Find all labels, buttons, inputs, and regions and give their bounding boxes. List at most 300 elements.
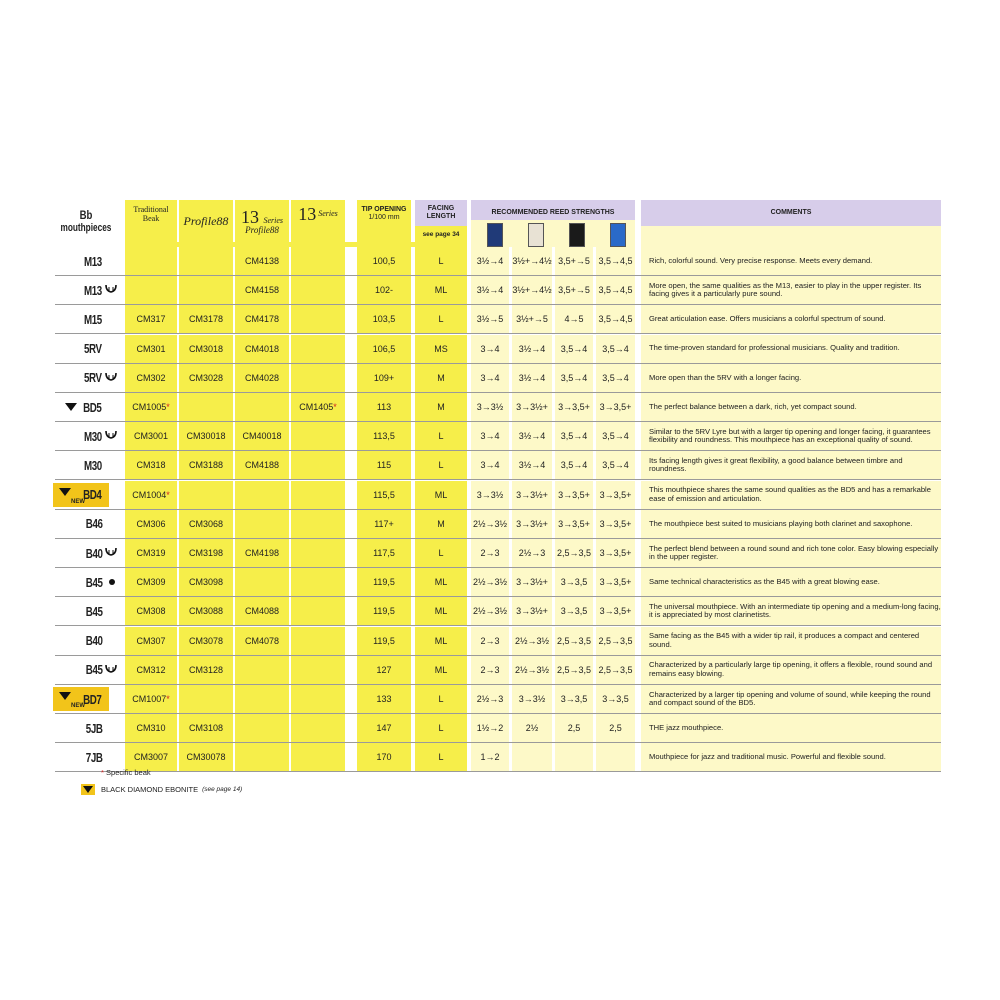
r2-cell (512, 627, 552, 655)
r1-cell (471, 247, 509, 275)
mouthpiece-name: M30 (84, 428, 103, 444)
r3-value: 2,5→3,5 (556, 635, 592, 646)
s13p-value: CM4188 (244, 460, 280, 471)
r2-cell (512, 305, 552, 333)
s13-cell (291, 481, 345, 509)
tip-cell (357, 305, 411, 333)
tip-cell (357, 247, 411, 275)
trad-cell (125, 539, 177, 567)
p88-value: CM3098 (188, 577, 224, 588)
p88-value: CM3078 (188, 635, 224, 646)
s13p-cell (235, 364, 289, 392)
tip-cell (357, 743, 411, 771)
r1-cell (471, 656, 509, 684)
mouthpiece-name: M13 (84, 282, 103, 298)
r2-cell (512, 597, 552, 625)
comment-text: Its facing length gives it great flexibility, a good balance between timbre and roundness. (649, 455, 903, 474)
s13p-cell (235, 393, 289, 421)
r4-cell (596, 743, 635, 771)
r4-value: 3→3,5+ (599, 577, 632, 588)
r1-cell (471, 597, 509, 625)
footer-star-note (101, 768, 151, 777)
table-row (55, 743, 941, 771)
r1-cell (471, 364, 509, 392)
r4-cell (596, 539, 635, 567)
reed-box-v12-icon (528, 223, 544, 247)
s13-cell (291, 510, 345, 538)
facing-cell (415, 422, 467, 450)
facing-cell (415, 656, 467, 684)
mouthpiece-name-cell (55, 597, 119, 625)
mouthpiece-name: B40 (85, 633, 103, 649)
tip-cell (357, 627, 411, 655)
trad-value: CM319 (136, 548, 166, 558)
r2-cell (512, 714, 552, 742)
r2-cell (512, 247, 552, 275)
header-comments-label: COMMENTS (770, 209, 812, 216)
r3-value: 3,5→4 (560, 460, 588, 471)
header-13series-profile88-series: Series (263, 216, 283, 225)
r1-value: 2→3 (480, 548, 500, 558)
facing-cell (415, 335, 467, 363)
tip-value: 103,5 (372, 314, 396, 325)
p88-cell (179, 451, 233, 479)
s13-cell (291, 451, 345, 479)
trad-value: CM310 (136, 723, 166, 734)
r4-cell (596, 510, 635, 538)
facing-cell (415, 568, 467, 596)
trad-cell (125, 568, 177, 596)
tip-cell (357, 597, 411, 625)
facing-value: ML (434, 285, 448, 296)
tip-value: 119,5 (373, 577, 395, 588)
header-facing-line1: FACING (427, 205, 455, 212)
trad-cell (125, 597, 177, 625)
facing-value: ML (434, 606, 448, 617)
tip-cell (357, 364, 411, 392)
s13-cell (291, 305, 345, 333)
reed-box-traditional-icon (487, 223, 503, 247)
tip-cell (357, 422, 411, 450)
trad-cell (125, 335, 177, 363)
s13-cell (291, 656, 345, 684)
tip-value: 115 (376, 460, 392, 471)
s13p-cell (235, 568, 289, 596)
r1-value: 2½→3½ (472, 606, 508, 617)
facing-cell (415, 481, 467, 509)
s13-cell (291, 597, 345, 625)
r1-value: 3½→4 (476, 285, 504, 296)
r1-value: 1½→2 (476, 723, 504, 734)
r2-value: 3→3½+ (516, 489, 548, 500)
s13-value: CM1405 (299, 402, 334, 412)
tip-cell (357, 335, 411, 363)
r1-cell (471, 422, 509, 450)
r1-value: 2½→3 (476, 694, 504, 704)
table-row (55, 714, 941, 742)
header-traditional-line1: Traditional (133, 205, 169, 214)
table-row (55, 685, 941, 713)
header-13series-number: 13 (298, 204, 317, 224)
tip-value: 170 (376, 752, 392, 763)
tip-value: 113 (376, 402, 392, 412)
r2-value: 3½→4 (518, 372, 546, 383)
r1-cell (471, 627, 509, 655)
r3-value: 2,5 (567, 723, 581, 734)
r2-value: 3→3½ (518, 694, 546, 704)
s13p-value: CM4078 (244, 635, 280, 646)
row-divider (55, 771, 941, 772)
r2-cell (512, 539, 552, 567)
trad-value: CM301 (136, 343, 166, 354)
comment-cell (641, 685, 941, 713)
comment-text: Similar to the 5RV Lyre but with a larger tip opening and longer facing, it guarantees flexibility and roundness. This mouthpiece has an exceptional quality of sound. (649, 426, 931, 445)
table-row (55, 393, 941, 421)
facing-cell (415, 305, 467, 333)
facing-value: L (438, 256, 444, 266)
facing-value: MS (434, 343, 448, 354)
p88-cell (179, 510, 233, 538)
r4-cell (596, 451, 635, 479)
mouthpiece-name: B45 (85, 574, 103, 590)
facing-cell (415, 685, 467, 713)
r3-cell (555, 627, 593, 655)
trad-value: CM3007 (133, 752, 169, 763)
header-facing (415, 200, 467, 226)
r3-cell (555, 539, 593, 567)
mouthpiece-name-cell (55, 714, 119, 742)
p88-value: CM3108 (188, 723, 224, 734)
table-row (55, 510, 941, 538)
p88-cell (179, 276, 233, 304)
trad-value: CM307 (136, 635, 166, 646)
r2-value: 2½→3 (518, 548, 546, 558)
r4-cell (596, 247, 635, 275)
r2-value: 3→3½+ (516, 518, 548, 529)
r3-value: 3→3,5+ (558, 402, 590, 412)
s13-cell (291, 422, 345, 450)
mouthpiece-name-cell (55, 422, 119, 450)
tip-value: 119,5 (373, 635, 395, 646)
s13p-value: CM4158 (244, 285, 280, 296)
r4-value: 3→3,5 (602, 694, 629, 704)
p88-cell (179, 393, 233, 421)
new-badge-label: NEW (71, 498, 85, 505)
r4-cell (596, 276, 635, 304)
r2-cell (512, 481, 552, 509)
trad-cell (125, 627, 177, 655)
footer-ebonite-ref: (see page 14) (202, 786, 243, 793)
s13p-cell (235, 305, 289, 333)
s13-cell (291, 568, 345, 596)
specific-beak-star: * (166, 489, 170, 500)
trad-cell (125, 393, 177, 421)
p88-value: CM3028 (188, 372, 224, 383)
r2-value: 2½ (525, 723, 539, 734)
comment-text: THE jazz mouthpiece. (649, 722, 724, 732)
footer-star-note-text: Specific beak (106, 768, 151, 777)
header-traditional-line2: Beak (142, 214, 160, 223)
trad-value: CM309 (136, 577, 166, 588)
facing-cell (415, 597, 467, 625)
mouthpiece-name-cell (55, 247, 119, 275)
facing-cell (415, 627, 467, 655)
s13-cell (291, 335, 345, 363)
facing-cell (415, 743, 467, 771)
facing-cell (415, 714, 467, 742)
r3-cell (555, 685, 593, 713)
p88-value: CM3018 (188, 343, 224, 354)
header-facing-note: see page 34 (422, 230, 460, 238)
r2-cell (512, 656, 552, 684)
p88-cell (179, 627, 233, 655)
p88-value: CM3188 (188, 460, 224, 471)
table-row (55, 335, 941, 363)
p88-cell (179, 305, 233, 333)
r2-value: 3½→4 (518, 431, 546, 442)
r3-value: 3→3,5 (560, 694, 588, 704)
table-row (55, 568, 941, 596)
mouthpiece-name: B40 (85, 545, 103, 561)
header-facing-note-cell (415, 226, 467, 242)
r1-cell (471, 481, 509, 509)
facing-value: L (438, 460, 444, 471)
p88-cell (179, 364, 233, 392)
header-13series-profile88-sub: Profile88 (245, 225, 279, 235)
r4-cell (596, 305, 635, 333)
mouthpiece-name-cell (55, 335, 119, 363)
r2-cell (512, 335, 552, 363)
header-13series (291, 200, 345, 242)
s13-cell (291, 393, 345, 421)
r3-cell (555, 481, 593, 509)
s13p-cell (235, 481, 289, 509)
r2-cell (512, 568, 552, 596)
r4-value: 3,5→4 (602, 372, 629, 383)
p88-cell (179, 568, 233, 596)
r1-cell (471, 539, 509, 567)
s13p-value: CM4028 (244, 372, 280, 383)
comment-text: The perfect blend between a round sound and rich tone color. Easy blowing especially in the upper register. (649, 543, 939, 561)
comment-cell (641, 510, 941, 538)
trad-value: CM317 (136, 314, 166, 325)
tip-cell (357, 539, 411, 567)
facing-cell (415, 393, 467, 421)
r4-cell (596, 335, 635, 363)
r4-value: 3→3,5+ (599, 548, 632, 558)
mouthpiece-name: B46 (85, 516, 103, 532)
tip-cell (357, 481, 411, 509)
reed-box-v21-icon (610, 223, 626, 247)
mouthpiece-name-cell (55, 568, 119, 596)
mouthpiece-name: M13 (84, 253, 103, 269)
r3-value: 3,5→4 (560, 372, 588, 383)
r3-value: 3,5+→5 (558, 285, 590, 296)
r4-cell (596, 627, 635, 655)
table-row (55, 422, 941, 450)
header-profile88-label: Profile88 (183, 213, 229, 228)
r2-cell (512, 685, 552, 713)
comment-text: More open, the same qualities as the M13, easier to play in the upper register. Its facing gives it a particularly pure sound. (649, 280, 922, 299)
comment-cell (641, 568, 941, 596)
header-13series-profile88 (235, 200, 289, 242)
comment-text: Mouthpiece for jazz and traditional music. Powerful and flexible sound. (649, 752, 886, 762)
r4-cell (596, 714, 635, 742)
r1-value: 3½→5 (476, 314, 504, 325)
comment-cell (641, 393, 941, 421)
tip-value: 102- (374, 285, 393, 296)
facing-value: L (438, 548, 444, 558)
facing-cell (415, 364, 467, 392)
p88-cell (179, 539, 233, 567)
r1-value: 2½→3½ (472, 577, 508, 588)
comment-cell (641, 627, 941, 655)
r1-cell (471, 714, 509, 742)
title-line2: mouthpieces (60, 222, 112, 234)
mouthpiece-name-cell (55, 481, 119, 509)
trad-cell (125, 276, 177, 304)
table-row (55, 597, 941, 625)
table-row (55, 451, 941, 479)
tip-value: 113,5 (373, 431, 395, 442)
s13p-cell (235, 276, 289, 304)
mouthpiece-name: 5RV (84, 341, 103, 357)
s13-cell (291, 364, 345, 392)
s13p-cell (235, 743, 289, 771)
table-row (55, 539, 941, 567)
r3-value: 3→3,5+ (558, 518, 590, 529)
comment-text: Rich, colorful sound. Very precise response. Meets every demand. (649, 255, 873, 265)
mouthpiece-name-cell (55, 276, 119, 304)
comment-text: Same facing as the B45 with a wider tip rail, it produces a compact and centered sound. (649, 631, 920, 649)
footer-star: * (101, 768, 104, 777)
trad-cell (125, 451, 177, 479)
s13-cell (291, 276, 345, 304)
trad-value: CM306 (136, 518, 166, 529)
trad-cell (125, 510, 177, 538)
r1-value: 3½→4 (476, 256, 504, 266)
header-comments-pad (641, 226, 941, 247)
r2-value: 3½+→5 (516, 314, 548, 325)
r3-cell (555, 451, 593, 479)
r4-value: 3,5→4,5 (598, 256, 633, 266)
r3-value: 2,5→3,5 (556, 548, 592, 558)
r2-value: 3→3½+ (516, 577, 548, 588)
comment-text: The universal mouthpiece. With an intermediate tip opening and a medium-long facing, it is appreciated by most clarinetists. (649, 601, 941, 620)
trad-value: CM308 (136, 606, 166, 617)
tip-value: 117+ (374, 518, 394, 529)
r4-value: 2,5 (609, 723, 622, 734)
trad-cell (125, 247, 177, 275)
r1-cell (471, 568, 509, 596)
tip-value: 117,5 (373, 548, 395, 558)
r4-cell (596, 364, 635, 392)
new-badge-label: NEW (71, 703, 85, 709)
mouthpiece-name: BD7 (83, 691, 102, 707)
facing-value: ML (434, 577, 448, 588)
header-tip-opening (357, 200, 411, 242)
tip-cell (357, 656, 411, 684)
trad-value: CM302 (136, 372, 166, 383)
comment-cell (641, 539, 941, 567)
trad-cell (125, 481, 177, 509)
tip-cell (357, 393, 411, 421)
r2-cell (512, 451, 552, 479)
tip-cell (357, 568, 411, 596)
s13p-cell (235, 510, 289, 538)
r1-cell (471, 335, 509, 363)
s13-cell (291, 743, 345, 771)
r1-value: 2→3 (480, 664, 500, 675)
r4-cell (596, 393, 635, 421)
r2-cell (512, 510, 552, 538)
trad-value: CM312 (136, 664, 166, 675)
comment-cell (641, 247, 941, 275)
comment-text: Characterized by a larger tip opening and volume of sound, while keeping the round and compact sound of the BD5. (649, 689, 931, 707)
s13p-cell (235, 685, 289, 713)
r3-value: 3→3,5+ (558, 489, 590, 500)
facing-cell (415, 276, 467, 304)
r3-cell (555, 743, 593, 771)
s13p-value: CM4018 (244, 343, 280, 354)
facing-value: L (438, 752, 444, 763)
r3-cell (555, 276, 593, 304)
mouthpiece-name: BD5 (83, 399, 102, 415)
header-13series-profile88-number: 13 (240, 207, 259, 227)
s13p-value: CM4198 (244, 548, 280, 558)
facing-value: M (437, 372, 445, 383)
lyre-icon (105, 664, 119, 676)
r4-cell (596, 422, 635, 450)
r3-value: 3→3,5 (560, 577, 588, 588)
mouthpiece-name-cell (55, 685, 119, 713)
r4-cell (596, 597, 635, 625)
specific-beak-star: * (166, 694, 170, 704)
mouthpiece-name: 7JB (85, 749, 103, 765)
trad-cell (125, 422, 177, 450)
facing-value: ML (434, 664, 448, 675)
table-row (55, 656, 941, 684)
r1-value: 3→4 (480, 343, 500, 354)
mouthpiece-name-cell (55, 451, 119, 479)
p88-cell (179, 247, 233, 275)
s13p-cell (235, 627, 289, 655)
header-traditional (125, 200, 177, 242)
facing-value: L (438, 723, 444, 734)
tip-cell (357, 451, 411, 479)
comment-text: The perfect balance between a dark, rich, yet compact sound. (649, 401, 857, 411)
r1-value: 3→4 (480, 460, 500, 471)
p88-value: CM3088 (188, 606, 224, 617)
mouthpiece-name: M30 (84, 457, 103, 473)
s13p-value: CM4138 (244, 256, 280, 266)
r2-value: 3½+→4½ (512, 285, 552, 296)
r4-value: 3,5→4,5 (598, 314, 633, 325)
r2-value: 2½→3½ (514, 664, 550, 675)
table-row (55, 276, 941, 304)
r3-cell (555, 714, 593, 742)
tip-value: 100,5 (372, 256, 396, 266)
r4-value: 2,5→3,5 (598, 635, 633, 646)
r3-cell (555, 247, 593, 275)
s13p-cell (235, 247, 289, 275)
p88-cell (179, 685, 233, 713)
tip-value: 133 (376, 694, 392, 704)
comment-text: The time-proven standard for professional musicians. Quality and tradition. (649, 343, 900, 353)
r1-cell (471, 305, 509, 333)
p88-cell (179, 656, 233, 684)
tip-cell (357, 685, 411, 713)
